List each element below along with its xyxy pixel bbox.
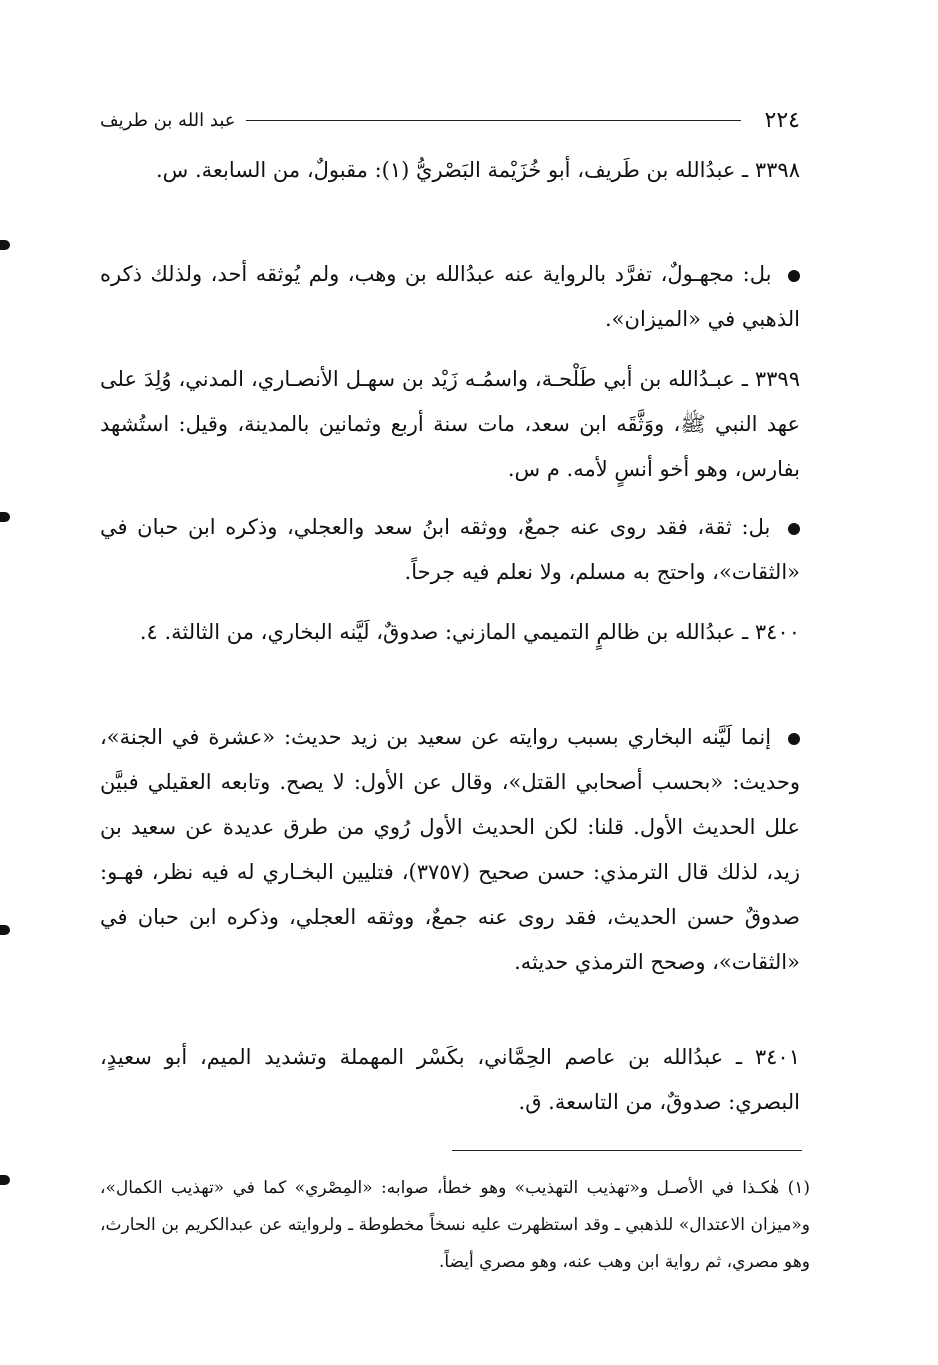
entry-text: ٣٣٩٩ ـ عبـدُالله بن أبي طَلْحـة، واسمُـه زَيْد بن سهـل الأنصـاري، المدني، وُلِدَ على عهد النبي ﷺ، ووَثَّقَه ابن سعد، مات سنة أربع وثمانين بالمدينة، وقيل: استُشهد بفارس، وهو أخو أنسٍ لأمه. م س. — [100, 367, 800, 481]
scan-edge-mark — [0, 240, 10, 250]
scan-edge-mark — [0, 925, 10, 935]
entry-text: ٣٤٠٠ ـ عبدُالله بن ظالمٍ التميمي المازني: صدوقٌ، لَيَّنه البخاري، من الثالثة. ٤. — [139, 620, 800, 644]
comment-3398 — [100, 252, 800, 342]
entry-3399 — [100, 357, 800, 492]
header-rule — [246, 120, 741, 121]
page-header — [100, 100, 800, 140]
footnote-rule — [452, 1150, 802, 1151]
comment-text: بل: ثقة، فقد روى عنه جمعٌ، ووثقه ابنُ سعد والعجلي، وذكره ابن حبان في «الثقات»، واحتج به مسلم، ولا نعلم فيه جرحاً. — [100, 515, 800, 584]
entry-text: ٣٤٠١ ـ عبدُالله بن عاصم الحِمَّاني، بكَسْر المهملة وتشديد الميم، أبو سعيدٍ، البصري: صدوقٌ، من التاسعة. ق. — [100, 1045, 800, 1114]
scan-edge-mark — [0, 512, 10, 522]
comment-3400 — [100, 715, 800, 985]
scan-edge-mark — [0, 1175, 10, 1185]
comment-text: إنما لَيَّنه البخاري بسبب روايته عن سعيد بن زيد حديث: «عشرة في الجنة»، وحديث: «بحسب أصحابي القتل»، وقال عن الأول: لا يصح. وتابعه العقيلي فبيَّن علل الحديث الأول. قلنا: لكن الحديث الأول رُوي من طرق عديدة عن سعيد بن زيد، لذلك قال الترمذي: حسن صحيح (٣٧٥٧)، فتليين البخـاري له فيه نظر، فهـو: صدوقٌ حسن الحديث، فقد روى عنه جمعٌ، ووثقه العجلي، وذكره ابن حبان في «الثقات»، وصحح الترمذي حديثه. — [100, 725, 800, 974]
comment-text: بل: مجهـولٌ، تفرَّد بالرواية عنه عبدُالله بن وهب، ولم يُوثقه أحد، ولذلك ذكره الذهبي في «الميزان». — [100, 262, 800, 331]
entry-3401 — [100, 1035, 800, 1125]
comment-3399 — [100, 505, 800, 595]
entry-3400 — [100, 610, 800, 655]
entry-text: ٣٣٩٨ ـ عبدُالله بن طَريف، أبو خُزَيْمة البَصْريُّ (١): مقبولٌ، من السابعة. س. — [155, 158, 800, 182]
footnote — [100, 1170, 810, 1281]
entry-3398 — [100, 148, 800, 193]
footnote-text: (١) هٰكـذا في الأصـل و«تهذيب التهذيب» وهو خطأ، صوابه: «المِصْري» كما في «تهذيب الكمال»، و«ميزان الاعتدال» للذهبي ـ وقد استظهرت عليه نسخاً مخطوطة ـ ولروايته عن عبدالكريم بن الحارث، وهو مصري، ثم رواية ابن وهب عنه، وهو مصري أيضاً. — [100, 1178, 810, 1272]
running-title: عبد الله بن طريف — [100, 109, 236, 131]
page-number: ٢٢٤ — [764, 107, 800, 133]
